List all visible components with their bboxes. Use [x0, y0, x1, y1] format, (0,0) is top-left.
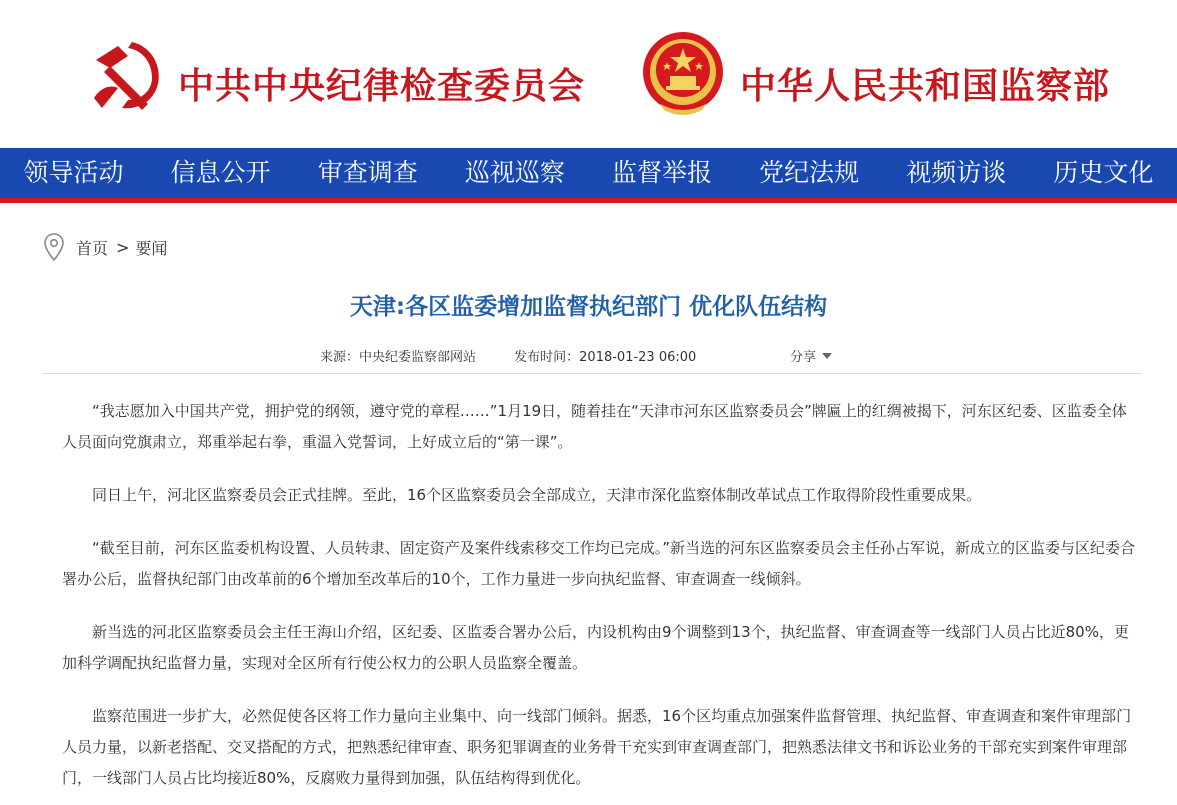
nav-item-regulations[interactable]: 党纪法规: [759, 158, 860, 187]
breadcrumb-home-link[interactable]: 首页: [76, 238, 109, 258]
article-paragraph: 监察范围进一步扩大，必然促使各区将工作力量向主业集中、向一线部门倾斜。据悉，16个区均重点加强案件监督管理、执纪监督、审查调查和案件审理部门人员力量，以新老搭配、交叉搭配的方式，把熟悉纪律审查、职务犯罪调查的业务骨干充实到审查调查部门，把熟悉法律文书和诉讼业务的干部充实到案件审理部门，一线部门人员占比均接近80%，反腐败力量得到加强，队伍结构得到优化。: [62, 707, 1132, 787]
article-paragraph: “我志愿加入中国共产党，拥护党的纲领，遵守党的章程……”1月19日，随着挂在“天津市河东区监察委员会”牌匾上的红绸被揭下，河东区纪委、区监委全体人员面向党旗肃立，郑重举起右拳，重温入党誓词，上好成立后的“第一课”。: [62, 402, 1127, 451]
meta-divider: [42, 373, 1142, 374]
nav-item-info-disclosure[interactable]: 信息公开: [170, 158, 271, 187]
article-paragraph: 同日上午，河北区监察委员会正式挂牌。至此，16个区监察委员会全部成立，天津市深化监察体制改革试点工作取得阶段性重要成果。: [92, 486, 982, 504]
chevron-down-icon: [822, 353, 832, 359]
nav-item-investigation[interactable]: 审查调查: [317, 158, 418, 187]
party-emblem-icon: [88, 38, 164, 112]
share-label: 分享: [790, 350, 817, 365]
nav-item-supervision-report[interactable]: 监督举报: [612, 158, 713, 187]
breadcrumb: [42, 232, 167, 262]
main-nav: [0, 148, 1177, 198]
article-source: 来源：中央纪委监察部网站: [320, 350, 477, 365]
site-header: [0, 0, 1177, 148]
article-paragraph: 新当选的河北区监察委员会主任王海山介绍，区纪委、区监委合署办公后，内设机构由9个调整到13个，执纪监督、审查调查等一线部门人员占比近80%，更加科学调配执纪监督力量，实现对全区所有行使公权力的公职人员监察全覆盖。: [62, 623, 1129, 672]
mos-brand-name[interactable]: 中华人民共和国监察部: [740, 65, 1111, 107]
article-meta: [320, 346, 730, 365]
article-title: 天津:各区监委增加监督执纪部门 优化队伍结构: [349, 294, 828, 320]
breadcrumb-news-link[interactable]: 要闻: [135, 238, 168, 258]
nav-item-history-culture[interactable]: 历史文化: [1053, 158, 1154, 187]
nav-accent-bar: [0, 198, 1177, 203]
article-body: [62, 396, 1138, 805]
breadcrumb-separator: >: [116, 237, 130, 257]
share-button[interactable]: [790, 346, 832, 365]
nav-item-video-interviews[interactable]: 视频访谈: [906, 158, 1007, 187]
nav-item-leadership[interactable]: 领导活动: [23, 158, 124, 187]
national-emblem-icon: [640, 30, 726, 118]
nav-item-inspection[interactable]: 巡视巡察: [464, 158, 565, 187]
location-pin-icon: [42, 232, 66, 262]
ccdi-brand-name[interactable]: 中共中央纪律检查委员会: [178, 65, 586, 107]
article-paragraph: “截至目前，河东区监委机构设置、人员转隶、固定资产及案件线索移交工作均已完成。”新当选的河东区监察委员会主任孙占军说，新成立的区监委与区纪委合署办公后，监督执纪部门由改革前的6个增加至改革后的10个，工作力量进一步向执纪监督、审查调查一线倾斜。: [62, 539, 1136, 588]
article-publish-time: 发布时间：2018-01-23 06:00: [514, 350, 697, 365]
